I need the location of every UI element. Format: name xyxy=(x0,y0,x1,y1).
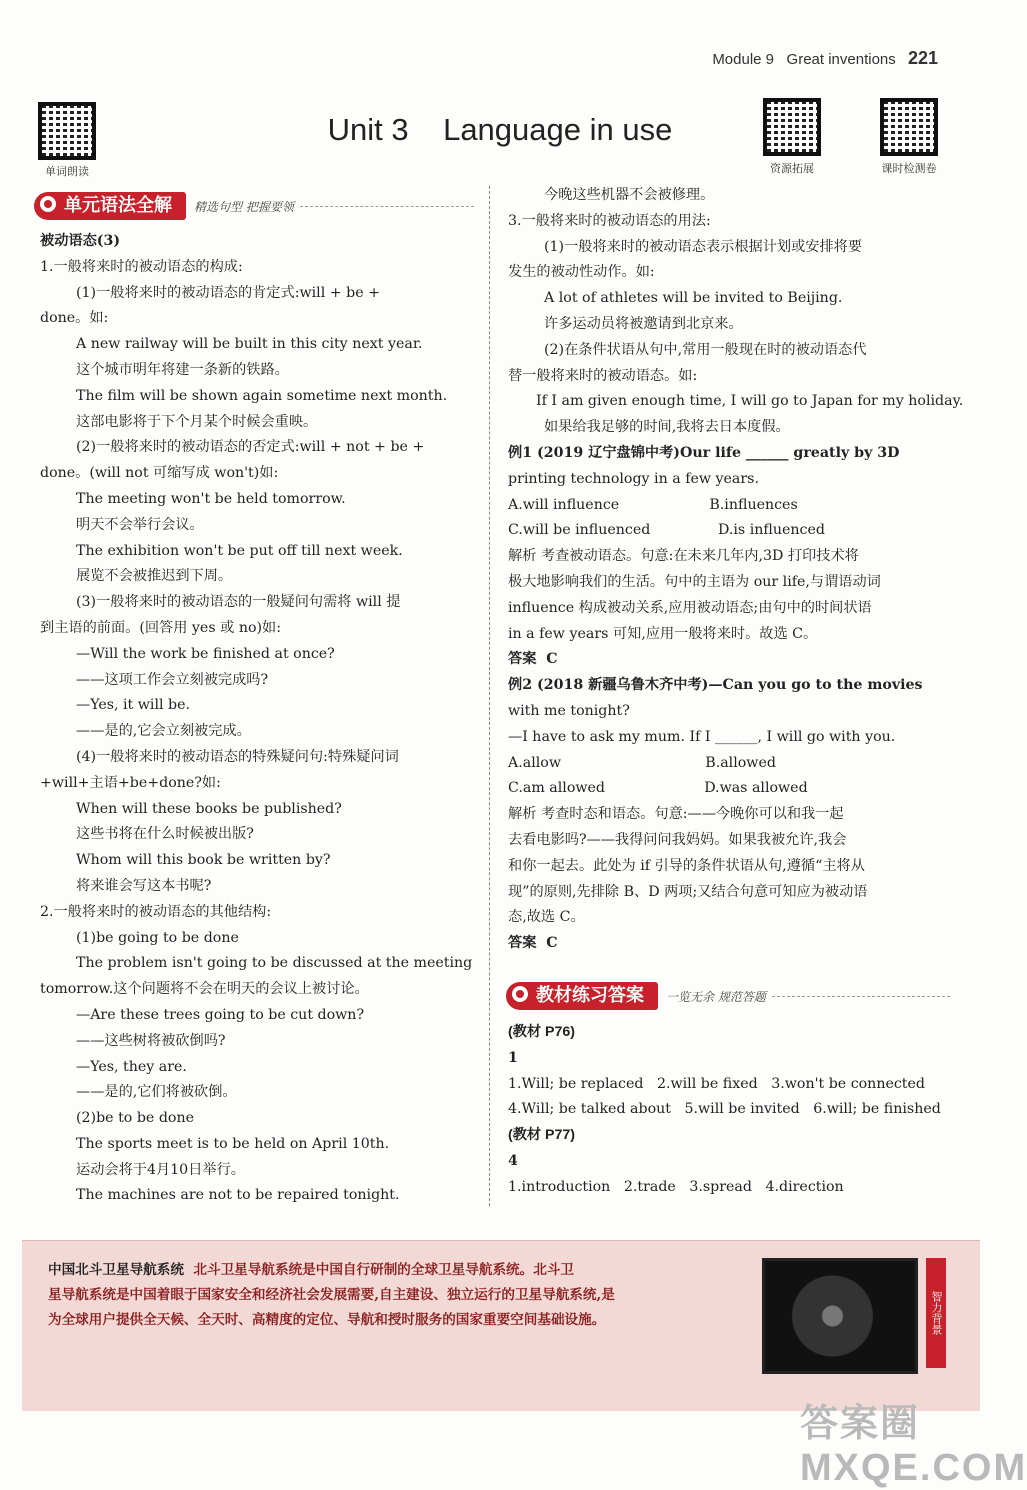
explanation-line: 解析 考查时态和语态。句意:——今晚你可以和我一起 xyxy=(508,806,844,823)
exercise-number: 4 xyxy=(508,1152,518,1169)
explanation-line: 态,故选 C。 xyxy=(508,909,585,926)
banner-dot-icon xyxy=(40,196,56,212)
text-line: (2)一般将来时的被动语态的否定式:will + not + be + xyxy=(76,439,425,456)
text-line: 发生的被动性动作。如: xyxy=(508,264,655,281)
text-line: +will+主语+be+done?如: xyxy=(40,774,221,791)
background-info-text xyxy=(48,1258,748,1333)
section-heading: 被动语态(3) xyxy=(40,233,121,249)
explanation-line: 和你一起去。此处为 if 引导的条件状语从句,遵循“主将从 xyxy=(508,857,865,874)
text-line: (1)be going to be done xyxy=(76,929,239,946)
answer-line: 答案 C xyxy=(508,935,558,952)
text-line: When will these books be published? xyxy=(76,800,342,817)
text-line: ——是的,它会立刻被完成。 xyxy=(76,723,251,740)
text-line: 这部电影将于下个月某个时候会重映。 xyxy=(76,413,318,430)
example-1-options-ab: A.will influence B.influences xyxy=(508,496,798,513)
qr-label-left: 单词朗读 xyxy=(45,165,89,178)
text-line: done。(will not 可缩写成 won't)如: xyxy=(40,465,279,482)
grammar-banner-subtitle: 精选句型 把握要领 xyxy=(194,199,294,214)
text-line: ——这些树将被砍倒吗? xyxy=(76,1032,226,1049)
unit-title: Unit 3 Language in use xyxy=(327,112,673,147)
info-line: 星导航系统是中国着眼于国家安全和经济社会发展需要,自主建设、独立运行的卫星导航系统,是 xyxy=(48,1287,615,1303)
side-tab-label: 智力背景 xyxy=(926,1258,946,1368)
text-line: Whom will this book be written by? xyxy=(76,852,331,869)
info-line: 北斗卫星导航系统是中国自行研制的全球卫星导航系统。北斗卫 xyxy=(193,1262,575,1278)
text-line: 这个城市明年将建一条新的铁路。 xyxy=(76,361,289,378)
text-line: The machines are not to be repaired tonight. xyxy=(76,1187,400,1204)
explanation-line: influence 构成被动关系,应用被动语态;由句中的时间状语 xyxy=(508,599,872,616)
satellite-photo xyxy=(762,1258,918,1374)
text-line: (4)一般将来时的被动语态的特殊疑问句:特殊疑问词 xyxy=(76,748,399,765)
exercise-number: 1 xyxy=(508,1049,518,1066)
qr-code-left[interactable] xyxy=(38,102,96,160)
info-line: 为全球用户提供全天候、全天时、高精度的定位、导航和授时服务的国家重要空间基础设施。 xyxy=(48,1312,606,1328)
answer-row: 1.Will; be replaced 2.will be fixed 3.won't be connected xyxy=(508,1075,925,1092)
text-line: A new railway will be built in this city next year. xyxy=(76,336,423,353)
text-line: 今晚这些机器不会被修理。 xyxy=(544,187,715,203)
example-2-options-ab: A.allow B.allowed xyxy=(508,754,776,771)
text-line: (1)一般将来时的被动语态表示根据计划或安排将要 xyxy=(544,238,863,255)
example-1-options-cd: C.will be influenced D.is influenced xyxy=(508,522,825,539)
text-line: 替一般将来时的被动语态。如: xyxy=(508,367,698,384)
example-2-question: 例2 (2018 新疆乌鲁木齐中考)—Can you go to the movies xyxy=(508,677,923,694)
text-line: —Yes, they are. xyxy=(76,1058,187,1075)
textbook-ref-p77: (教材 P77) xyxy=(508,1127,576,1144)
grammar-banner-title: 单元语法全解 xyxy=(64,195,172,216)
explanation-line: in a few years 可知,应用一般将来时。故选 C。 xyxy=(508,625,818,642)
text-line: tomorrow.这个问题将不会在明天的会议上被讨论。 xyxy=(40,981,369,998)
text-line: (3)一般将来时的被动语态的一般疑问句需将 will 提 xyxy=(76,594,401,611)
text-line: 2.一般将来时的被动语态的其他结构: xyxy=(40,903,272,920)
text-line: ——是的,它们将被砍倒。 xyxy=(76,1084,237,1101)
text-line: (1)一般将来时的被动语态的肯定式:will + be + xyxy=(76,284,381,301)
text-line: A lot of athletes will be invited to Beijing. xyxy=(544,290,843,307)
text-line: done。如: xyxy=(40,310,109,327)
text-line: —I have to ask my mum. If I ______, I will go with you. xyxy=(508,728,896,745)
text-line: 明天不会举行会议。 xyxy=(76,516,204,533)
text-line: printing technology in a few years. xyxy=(508,470,759,487)
answer-line: 答案 C xyxy=(508,651,558,668)
text-line: The film will be shown again sometime next month. xyxy=(76,387,448,404)
text-line: 3.一般将来时的被动语态的用法: xyxy=(508,212,711,229)
text-line: The sports meet is to be held on April 10th. xyxy=(76,1135,390,1152)
text-line: 展览不会被推迟到下周。 xyxy=(76,568,233,585)
answers-banner-title: 教材练习答案 xyxy=(536,985,644,1006)
text-line: The problem isn't going to be discussed at the meeting xyxy=(76,955,473,972)
module-label: Module 9 xyxy=(712,51,775,68)
answers-banner xyxy=(506,982,950,1010)
explanation-line: 现”的原则,先排除 B、D 两项;又结合句意可知应为被动语 xyxy=(508,883,868,900)
text-line: If I am given enough time, I will go to Japan for my holiday. xyxy=(536,393,964,410)
text-line: The exhibition won't be put off till next week. xyxy=(76,542,403,559)
column-divider xyxy=(489,186,490,1206)
text-line: 将来谁会写这本书呢? xyxy=(76,877,212,894)
text-line: —Yes, it will be. xyxy=(76,697,191,714)
text-line: (2)be to be done xyxy=(76,1110,194,1127)
text-line: 1.一般将来时的被动语态的构成: xyxy=(40,258,243,275)
answer-row: 4.Will; be talked about 5.will be invited 6.will; be finished xyxy=(508,1101,941,1118)
explanation-line: 解析 考查被动语态。句意:在未来几年内,3D 打印技术将 xyxy=(508,548,859,565)
text-line: ——这项工作会立刻被完成吗? xyxy=(76,671,269,688)
example-2-options-cd: C.am allowed D.was allowed xyxy=(508,780,808,797)
text-line: with me tonight? xyxy=(508,702,630,719)
running-head xyxy=(712,48,938,69)
page-number: 221 xyxy=(907,48,938,68)
explanation-line: 去看电影吗?——我得问问我妈妈。如果我被允许,我会 xyxy=(508,831,847,848)
qr-label-middle: 资源拓展 xyxy=(770,162,814,175)
answers-banner-subtitle: 一览无余 规范答题 xyxy=(666,989,766,1004)
left-column xyxy=(40,229,480,1209)
text-line: (2)在条件状语从句中,常用一般现在时的被动语态代 xyxy=(544,341,867,358)
text-line: 到主语的前面。(回答用 yes 或 no)如: xyxy=(40,619,282,636)
example-1-question: 例1 (2019 辽宁盘锦中考)Our life ______ greatly by 3D xyxy=(508,444,900,461)
text-line: The meeting won't be held tomorrow. xyxy=(76,490,346,507)
text-line: 运动会将于4月10日举行。 xyxy=(76,1161,245,1178)
answers-section xyxy=(508,1020,958,1201)
watermark: 答案圈 MXQE.COM xyxy=(800,1403,1027,1489)
grammar-banner xyxy=(34,192,474,220)
info-heading: 中国北斗卫星导航系统 xyxy=(48,1262,184,1278)
text-line: 这些书将在什么时候被出版? xyxy=(76,826,254,843)
text-line: 如果给我足够的时间,我将去日本度假。 xyxy=(544,419,790,436)
qr-code-right[interactable] xyxy=(880,98,938,156)
topic-label: Great inventions xyxy=(786,51,896,68)
qr-label-right: 课时检测卷 xyxy=(881,162,937,175)
qr-code-middle[interactable] xyxy=(763,98,821,156)
explanation-line: 极大地影响我们的生活。句中的主语为 our life,与谓语动词 xyxy=(508,573,881,590)
right-column xyxy=(508,183,964,957)
text-line: —Will the work be finished at once? xyxy=(76,645,335,662)
text-line: 许多运动员将被邀请到北京来。 xyxy=(544,315,743,332)
textbook-ref-p76: (教材 P76) xyxy=(508,1024,576,1040)
banner-dot-icon xyxy=(512,986,528,1002)
text-line: —Are these trees going to be cut down? xyxy=(76,1006,365,1023)
answer-row: 1.introduction 2.trade 3.spread 4.direction xyxy=(508,1178,844,1195)
